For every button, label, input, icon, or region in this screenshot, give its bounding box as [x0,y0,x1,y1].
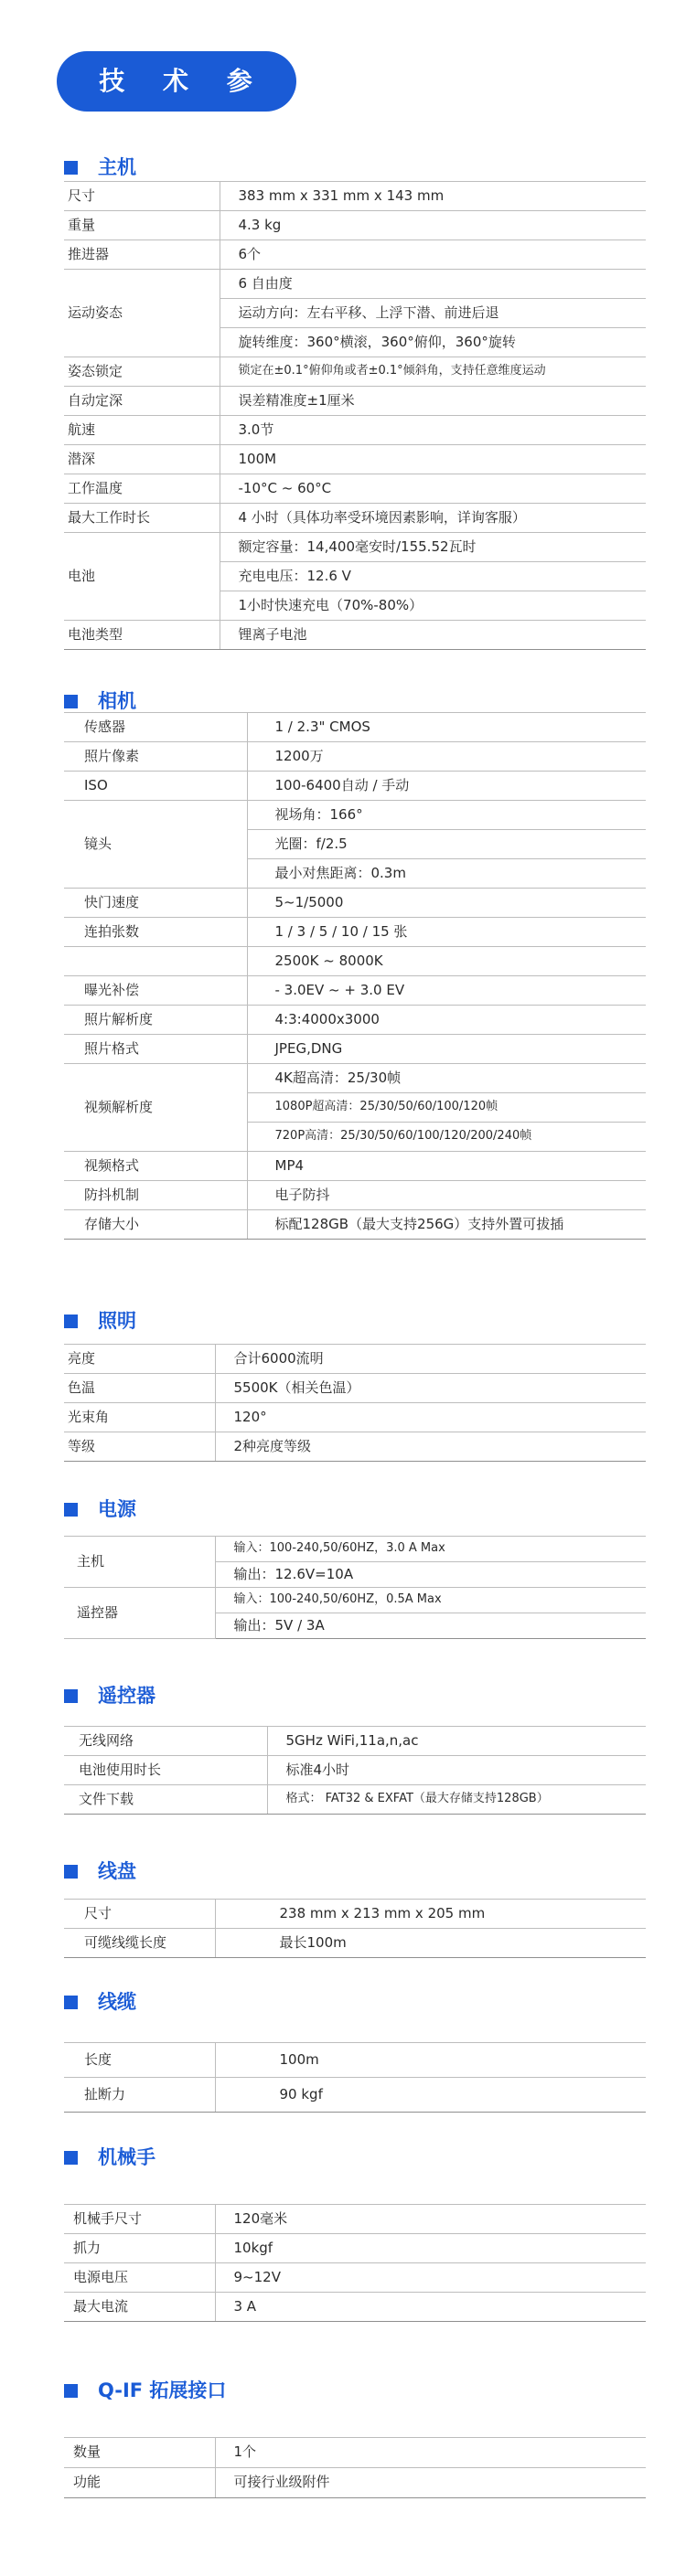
section-heading [64,687,136,715]
section-title: 照明 [98,1310,136,1332]
spec-label: 机械手尺寸 [64,2205,215,2234]
spec-value: 视场角：166° [247,801,646,830]
spec-value: 100m [215,2043,646,2078]
spec-table [64,1344,646,1462]
spec-value: 误差精准度±1厘米 [220,387,646,416]
spec-value: 旋转维度：360°横滚，360°俯仰，360°旋转 [220,328,646,357]
spec-label: 潜深 [64,445,220,474]
spec-row [64,182,646,211]
spec-table [64,1899,646,1958]
spec-row [64,1210,646,1240]
spec-label: 长度 [64,2043,215,2078]
spec-value: 6个 [220,240,646,270]
spec-value: 1 / 3 / 5 / 10 / 15 张 [247,918,646,947]
spec-label: 遥控器 [64,1588,215,1639]
spec-value: 100M [220,445,646,474]
spec-row [64,270,646,299]
spec-label: 亮度 [64,1345,215,1374]
spec-table [64,1536,646,1639]
section-heading [64,1682,155,1709]
section-title: 电源 [98,1498,136,1520]
section-marker-icon [64,1315,78,1328]
spec-table [64,2204,646,2322]
spec-value: 90 kgf [215,2078,646,2113]
spec-value: 120° [215,1403,646,1432]
spec-label: 姿态锁定 [64,357,220,387]
spec-label: 功能 [64,2468,215,2498]
spec-row [64,1403,646,1432]
spec-table [64,2437,646,2498]
spec-row [64,621,646,650]
spec-value: 最小对焦距离：0.3m [247,859,646,889]
spec-value: 6 自由度 [220,270,646,299]
spec-row [64,240,646,270]
spec-value: -10°C ~ 60°C [220,474,646,504]
spec-value: 1200万 [247,742,646,772]
section-heading [64,2144,155,2171]
spec-label: 重量 [64,211,220,240]
section-title: 主机 [98,156,136,178]
spec-value: 输入：100-240,50/60HZ，3.0 A Max [215,1537,646,1562]
spec-value: 9~12V [215,2263,646,2293]
spec-value: 4:3:4000x3000 [247,1006,646,1035]
spec-label: 运动姿态 [64,270,220,357]
spec-row [64,801,646,830]
spec-value: JPEG,DNG [247,1035,646,1064]
spec-row [64,2468,646,2498]
section-marker-icon [64,1689,78,1703]
spec-label: 扯断力 [64,2078,215,2113]
spec-value: 1个 [215,2438,646,2468]
spec-value: 1小时快速充电（70%-80%） [220,591,646,621]
spec-label: 等级 [64,1432,215,1462]
spec-label: 主机 [64,1537,215,1588]
spec-value: 锁定在±0.1°俯仰角或者±0.1°倾斜角，支持任意维度运动 [220,357,646,387]
spec-label: 防抖机制 [64,1181,247,1210]
spec-label: 工作温度 [64,474,220,504]
spec-label: 推进器 [64,240,220,270]
spec-label: 文件下载 [64,1785,267,1815]
spec-label: 存储大小 [64,1210,247,1240]
spec-value: 238 mm x 213 mm x 205 mm [215,1900,646,1929]
spec-value: 4.3 kg [220,211,646,240]
spec-label: 镜头 [64,801,247,889]
spec-value: 3.0节 [220,416,646,445]
section-marker-icon [64,2151,78,2165]
spec-row [64,1537,646,1562]
spec-value: 合计6000流明 [215,1345,646,1374]
spec-value: 100-6400自动 / 手动 [247,772,646,801]
spec-table [64,712,646,1240]
page-title: 技 术 参 数 [57,51,296,112]
section-title: 遥控器 [98,1685,155,1707]
spec-value: 输出：5V / 3A [215,1613,646,1639]
spec-label: 电池 [64,533,220,621]
section-marker-icon [64,1503,78,1517]
spec-row [64,1181,646,1210]
spec-value: 电子防抖 [247,1181,646,1210]
spec-value: 输出：12.6V=10A [215,1562,646,1588]
spec-label: 照片格式 [64,1035,247,1064]
spec-row [64,1900,646,1929]
spec-label: 自动定深 [64,387,220,416]
spec-label: 电池类型 [64,621,220,650]
section-heading [64,1988,136,2016]
spec-value: 1080P超高清：25/30/50/60/100/120帧 [247,1093,646,1123]
spec-value: 10kgf [215,2234,646,2263]
spec-value: - 3.0EV ~ + 3.0 EV [247,976,646,1006]
spec-value: 5500K（相关色温） [215,1374,646,1403]
spec-value: 可接行业级附件 [215,2468,646,2498]
spec-label: 连拍张数 [64,918,247,947]
spec-table [64,1726,646,1815]
spec-value: 2种亮度等级 [215,1432,646,1462]
spec-row [64,1152,646,1181]
spec-value: 120毫米 [215,2205,646,2234]
spec-label [64,947,247,976]
spec-label: 快门速度 [64,889,247,918]
spec-row [64,445,646,474]
section-heading [64,2377,226,2404]
spec-value: 4 小时（具体功率受环境因素影响，详询客服） [220,504,646,533]
spec-row [64,2263,646,2293]
spec-value: 输入：100-240,50/60HZ，0.5A Max [215,1588,646,1613]
section-marker-icon [64,1996,78,2009]
spec-label: 可缆线缆长度 [64,1929,215,1958]
spec-label: 视频格式 [64,1152,247,1181]
spec-value: 最长100m [215,1929,646,1958]
spec-row [64,1727,646,1756]
spec-row [64,1432,646,1462]
spec-value: 5GHz WiFi,11a,n,ac [267,1727,646,1756]
spec-value: 充电电压：12.6 V [220,562,646,591]
spec-value: 标准4小时 [267,1756,646,1785]
spec-label: 无线网络 [64,1727,267,1756]
spec-label: 航速 [64,416,220,445]
spec-value: MP4 [247,1152,646,1181]
spec-label: 最大电流 [64,2293,215,2322]
spec-value: 2500K ~ 8000K [247,947,646,976]
spec-row [64,947,646,976]
spec-label: 传感器 [64,713,247,742]
spec-row [64,1374,646,1403]
spec-row [64,976,646,1006]
section-title: 机械手 [98,2146,155,2168]
section-heading [64,154,136,181]
spec-row [64,1929,646,1958]
spec-label: 最大工作时长 [64,504,220,533]
section-marker-icon [64,161,78,175]
spec-value: 5~1/5000 [247,889,646,918]
spec-row [64,416,646,445]
spec-label: 照片解析度 [64,1006,247,1035]
spec-row [64,2043,646,2078]
section-title: Q-IF 拓展接口 [98,2379,227,2401]
spec-label: 曝光补偿 [64,976,247,1006]
spec-row [64,1006,646,1035]
spec-label: 尺寸 [64,1900,215,1929]
section-marker-icon [64,1865,78,1879]
spec-row [64,742,646,772]
spec-row [64,474,646,504]
section-marker-icon [64,695,78,708]
spec-row [64,1035,646,1064]
spec-row [64,2205,646,2234]
spec-row [64,889,646,918]
section-heading [64,1496,136,1523]
spec-label: 抓力 [64,2234,215,2263]
spec-row [64,211,646,240]
spec-row [64,2078,646,2113]
spec-row [64,713,646,742]
spec-row [64,1345,646,1374]
spec-label: 尺寸 [64,182,220,211]
spec-row [64,533,646,562]
section-title: 线盘 [98,1860,136,1882]
spec-value: 锂离子电池 [220,621,646,650]
spec-value: 720P高清：25/30/50/60/100/120/200/240帧 [247,1123,646,1152]
spec-row [64,2293,646,2322]
spec-value: 运动方向：左右平移、上浮下潜、前进后退 [220,299,646,328]
spec-label: 数量 [64,2438,215,2468]
spec-label: 电池使用时长 [64,1756,267,1785]
section-heading [64,1307,136,1335]
section-marker-icon [64,2384,78,2398]
spec-row [64,1785,646,1815]
spec-label: ISO [64,772,247,801]
spec-label: 视频解析度 [64,1064,247,1152]
spec-label: 色温 [64,1374,215,1403]
spec-row [64,1064,646,1093]
spec-label: 光束角 [64,1403,215,1432]
spec-row [64,1588,646,1613]
spec-table [64,2042,646,2113]
spec-row [64,2234,646,2263]
spec-row [64,387,646,416]
section-heading [64,1857,136,1885]
spec-table [64,181,646,650]
spec-value: 3 A [215,2293,646,2322]
section-title: 相机 [98,690,136,712]
spec-value: 格式： FAT32 & EXFAT（最大存储支持128GB） [267,1785,646,1815]
spec-value: 额定容量：14,400毫安时/155.52瓦时 [220,533,646,562]
spec-value: 1 / 2.3" CMOS [247,713,646,742]
section-title: 线缆 [98,1991,136,2013]
spec-value: 标配128GB（最大支持256G）支持外置可拔插 [247,1210,646,1240]
spec-value: 4K超高清：25/30帧 [247,1064,646,1093]
spec-row [64,357,646,387]
spec-row [64,772,646,801]
spec-row [64,2438,646,2468]
spec-label: 照片像素 [64,742,247,772]
spec-row [64,504,646,533]
spec-value: 383 mm x 331 mm x 143 mm [220,182,646,211]
spec-value: 光圈：f/2.5 [247,830,646,859]
spec-row [64,1756,646,1785]
spec-row [64,918,646,947]
spec-label: 电源电压 [64,2263,215,2293]
